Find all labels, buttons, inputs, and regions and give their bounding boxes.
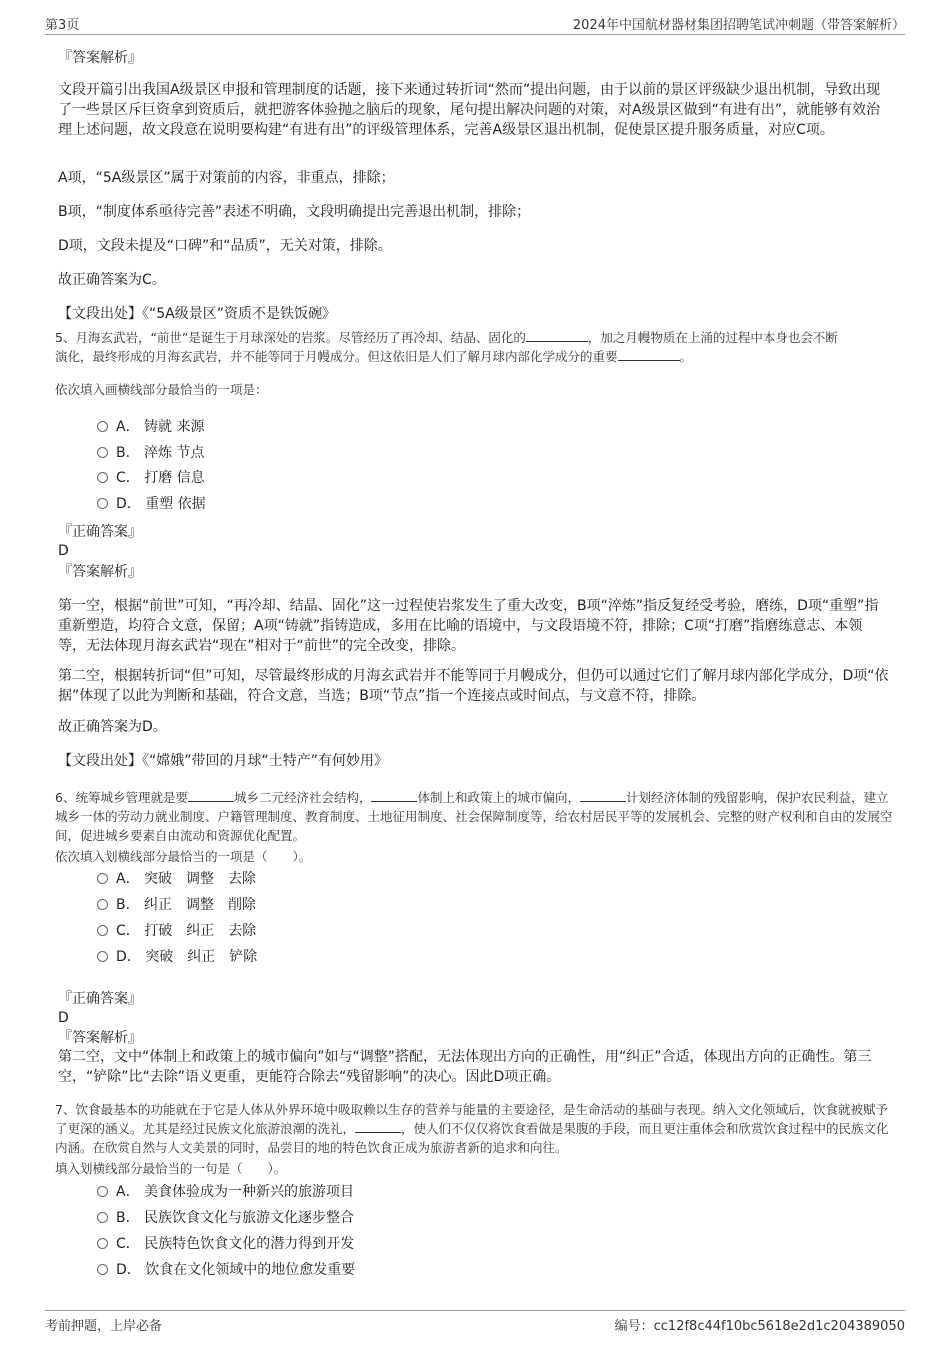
q7-option-c[interactable]: C． 民族特色饮食文化的潜力得到开发 [97, 1234, 354, 1254]
radio-icon[interactable] [97, 925, 108, 936]
q6-option-a[interactable]: A． 突破 调整 去除 [97, 869, 256, 889]
correct-answer-label: 『正确答案』 [58, 991, 142, 1007]
q7-option-a[interactable]: A． 美食体验成为一种新兴的旅游项目 [97, 1182, 354, 1202]
correct-answer-label: 『正确答案』 [58, 524, 142, 540]
q5-option-d[interactable]: D． 重塑 依据 [97, 494, 206, 514]
radio-icon[interactable] [97, 873, 108, 884]
q7-option-b[interactable]: B． 民族饮食文化与旅游文化逐步整合 [97, 1208, 354, 1228]
question-7-stem: 7、饮食最基本的功能就在于它是人体从外界环境中吸取赖以生存的营养与能量的主要途径，是生命活动的基础与表现。纳入文化领域后，饮食就被赋予了更深的涵义。尤其是经过民族文化旅游浪潮的洗礼， ，使人们不仅仅将饮食看做是果腹的手段，而且更注重体会和欣赏饮食过程中的民族文化内涵。在欣赏自然与人文美景的同时，品尝目的地的特色饮食正成为旅游者新的追求和向往。 [55, 1102, 889, 1155]
footer-slogan: 考前押题，上岸必备 [45, 1319, 163, 1334]
correct-answer-value: D [58, 543, 69, 559]
radio-icon[interactable] [97, 447, 108, 458]
radio-icon[interactable] [97, 951, 108, 962]
analysis-option-a: A项，“5A级景区”属于对策前的内容，非重点，排除； [58, 170, 395, 186]
page-header [45, 12, 905, 35]
analysis-option-d: D项，文段未提及“口碑”和“品质”，无关对策，排除。 [58, 238, 392, 254]
analysis-label: 『答案解析』 [58, 564, 142, 580]
q6-option-b[interactable]: B． 纠正 调整 削除 [97, 895, 256, 915]
analysis-paragraph-2: 第二空，根据转折词“但”可知，尽管最终形成的月海玄武岩并不能等同于月幔成分，但仍可以通过它们了解月球内部化学成分，D项“依据”体现了以此为判断和基础，符合文意，当选；B项“节点”指一个连接点或时间点，与文意不符，排除。 [58, 668, 889, 704]
question-7-prompt: 填入划横线部分最恰当的一句是（ ）。 [55, 1161, 287, 1176]
q6-option-d[interactable]: D． 突破 纠正 铲除 [97, 947, 257, 967]
analysis-paragraph: 文段开篇引出我国A级景区申报和管理制度的话题，接下来通过转折词“然而”提出问题，由于以前的景区评级缺少退出机制，导致出现了一些景区斥巨资拿到资质后，就把游客体验抛之脑后的现象，尾句提出解决问题的对策，对A级景区做到“有进有出”，就能够有效治理上述问题，故文段意在说明要构建“有进有出”的评级管理体系，完善A级景区退出机制，促使景区提升服务质量，对应C项。 [58, 82, 881, 138]
question-5-stem: 5、月海玄武岩，“前世”是诞生于月球深处的岩浆。尽管经历了再冷却、结晶、固化的 ，加之月幔物质在上涌的过程中本身也会不断 演化，最终形成的月海玄武岩，并不能等同于月幔成分。但这依旧是人们了解月球内部化学成分的重要 。 [55, 330, 838, 364]
q6-option-c[interactable]: C． 打破 纠正 去除 [97, 921, 256, 941]
radio-icon[interactable] [97, 1212, 108, 1223]
source-citation: 【文段出处】《“5A级景区”资质不是铁饭碗》 [58, 306, 336, 322]
document-code: 编号：cc12f8c44f10bc5618e2d1c204389050 [614, 1319, 905, 1334]
analysis-label: 『答案解析』 [58, 50, 142, 66]
analysis-option-b: B项，“制度体系亟待完善”表述不明确，文段明确提出完善退出机制，排除； [58, 204, 531, 220]
document-title: 2024年中国航材器材集团招聘笔试冲刺题（带答案解析） [572, 18, 905, 33]
radio-icon[interactable] [97, 899, 108, 910]
page-number: 第3页 [45, 18, 80, 33]
analysis-paragraph: 第二空，文中“体制上和政策上的城市偏向”如与“调整”搭配，无法体现出方向的正确性，用“纠正”合适，体现出方向的正确性。第三空，“铲除”比“去除”语义更重，更能符合除去“残留影响”的决心。因此D项正确。 [58, 1049, 872, 1085]
radio-icon[interactable] [97, 1238, 108, 1249]
correct-answer-text: 故正确答案为D。 [58, 719, 167, 735]
radio-icon[interactable] [97, 498, 108, 509]
radio-icon[interactable] [97, 1264, 108, 1275]
question-6-stem: 6、统筹城乡管理就是要 城乡二元经济社会结构， 体制上和政策上的城市偏向， 计划经济体制的残留影响，保护农民利益，建立城乡一体的劳动力就业制度、户籍管理制度、教育制度、土地征用制度、社会保障制度等，给农村居民平等的发展机会、完整的财产权利和自由的发展空间，促进城乡要素自由流动和资源优化配置。 [55, 790, 893, 843]
q7-option-d[interactable]: D． 饮食在文化领域中的地位愈发重要 [97, 1260, 355, 1280]
radio-icon[interactable] [97, 1186, 108, 1197]
page-footer [45, 1310, 905, 1333]
question-6-prompt: 依次填入划横线部分最恰当的一项是（ ）。 [55, 849, 312, 864]
radio-icon[interactable] [97, 472, 108, 483]
question-5-prompt: 依次填入画横线部分最恰当的一项是： [55, 382, 268, 397]
source-citation: 【文段出处】《“嫦娥”带回的月球“土特产”有何妙用》 [58, 753, 389, 769]
radio-icon[interactable] [97, 421, 108, 432]
analysis-paragraph-1: 第一空，根据“前世”可知，“再冷却、结晶、固化”这一过程使岩浆发生了重大改变，B项“淬炼”指反复经受考验，磨练，D项“重塑”指重新塑造，均符合文意，保留；A项“铸就”指铸造成，多用在比喻的语境中，与文段语境不符，排除；C项“打磨”指磨练意志、本领等，无法体现月海玄武岩“现在”相对于“前世”的完全改变，排除。 [58, 598, 879, 654]
q5-option-b[interactable]: B． 淬炼 节点 [97, 443, 205, 463]
correct-answer-value: D [58, 1010, 69, 1026]
analysis-label: 『答案解析』 [58, 1030, 142, 1046]
correct-answer-text: 故正确答案为C。 [58, 272, 166, 288]
q5-option-c[interactable]: C． 打磨 信息 [97, 468, 205, 488]
q5-option-a[interactable]: A． 铸就 来源 [97, 417, 204, 437]
